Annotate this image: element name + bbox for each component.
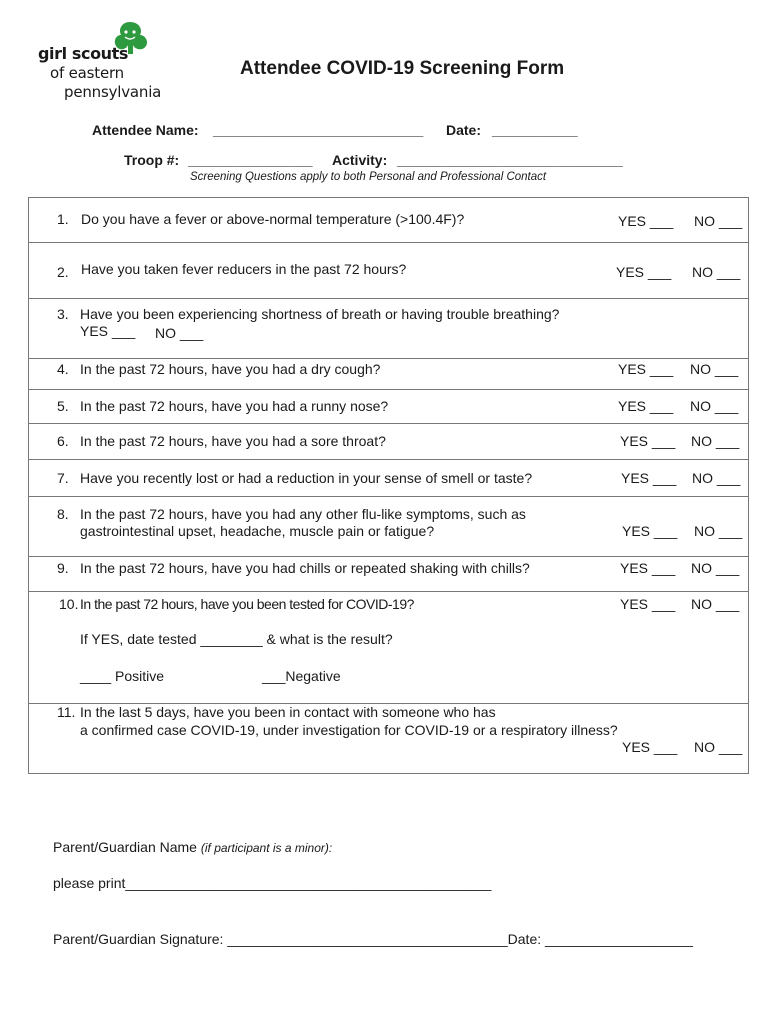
no-option[interactable]: NO ___ xyxy=(691,433,740,449)
no-option[interactable]: NO ___ xyxy=(691,560,740,576)
guardian-name-label-group xyxy=(53,839,332,855)
date-label: Date: xyxy=(446,122,482,138)
row-divider xyxy=(29,389,748,390)
screening-note: Screening Questions apply to both Personal and Professional Contact xyxy=(190,171,547,183)
form-title: Attendee COVID-19 Screening Form xyxy=(240,58,565,79)
question-text: In the last 5 days, have you been in contact with someone who has xyxy=(80,704,496,720)
logo-text-line-2: of eastern xyxy=(50,64,124,82)
question-number: 4. xyxy=(57,361,69,377)
print-name-group xyxy=(53,875,491,891)
question-text: Have you taken fever reducers in the past 72 hours? xyxy=(81,261,407,277)
question-number: 11. xyxy=(57,704,76,720)
signature-date-field[interactable]: ___________________ xyxy=(545,931,693,947)
no-option[interactable]: NO ___ xyxy=(694,213,743,229)
print-label: please print xyxy=(53,875,126,891)
yes-option[interactable]: YES ___ xyxy=(622,739,678,755)
yes-option[interactable]: YES ___ xyxy=(618,398,674,414)
attendee-name-field[interactable]: ___________________________ xyxy=(213,122,424,138)
yes-option[interactable]: YES ___ xyxy=(618,213,674,229)
signature-label: Parent/Guardian Signature: xyxy=(53,931,228,947)
attendee-name-label: Attendee Name: xyxy=(92,122,199,138)
yes-option[interactable]: YES ___ xyxy=(620,560,676,576)
logo-text-line-1: girl scouts xyxy=(38,44,129,63)
troop-label: Troop #: xyxy=(124,152,180,168)
question-text-line-2: a confirmed case COVID-19, under investigation for COVID-19 or a respiratory illness? xyxy=(80,722,618,738)
row-divider xyxy=(29,242,748,243)
guardian-name-note: (if participant is a minor) xyxy=(200,841,329,855)
signature-group xyxy=(53,931,693,947)
question-text: In the past 72 hours, have you been tested for COVID-19? xyxy=(80,596,414,612)
activity-label: Activity: xyxy=(332,152,388,168)
negative-option[interactable]: ___Negative xyxy=(262,668,341,684)
row-divider xyxy=(29,556,748,557)
no-option[interactable]: NO ___ xyxy=(690,398,739,414)
no-option[interactable]: NO ___ xyxy=(692,470,741,486)
row-divider xyxy=(29,459,748,460)
question-number: 8. xyxy=(57,506,69,522)
question-text: In the past 72 hours, have you had a sore throat? xyxy=(80,433,386,449)
no-option[interactable]: NO ___ xyxy=(694,739,743,755)
yes-option[interactable]: YES ___ xyxy=(620,433,676,449)
yes-option[interactable]: YES ___ xyxy=(616,264,672,280)
guardian-name-colon: : xyxy=(328,841,333,855)
question-text: Have you recently lost or had a reduction in your sense of smell or taste? xyxy=(80,470,533,486)
guardian-name-field[interactable]: _______________________________________________ xyxy=(125,875,492,891)
row-divider xyxy=(29,591,748,592)
question-number: 3. xyxy=(57,306,69,322)
logo-text-line-3: pennsylvania xyxy=(64,83,162,101)
question-number: 6. xyxy=(57,433,69,449)
question-number: 9. xyxy=(57,560,69,576)
activity-field[interactable]: _____________________________ xyxy=(397,152,623,168)
signature-date-label: Date: xyxy=(507,931,546,947)
row-divider xyxy=(29,298,748,299)
no-option[interactable]: NO ___ xyxy=(155,325,204,341)
signature-field[interactable]: ____________________________________ xyxy=(227,931,508,947)
yes-option[interactable]: YES ___ xyxy=(621,470,677,486)
question-number: 7. xyxy=(57,470,69,486)
date-tested-prompt: If YES, date tested ________ & what is the result? xyxy=(80,631,393,647)
yes-option[interactable]: YES ___ xyxy=(618,361,674,377)
question-text: Have you been experiencing shortness of breath or having trouble breathing? xyxy=(80,306,560,322)
date-field[interactable]: ___________ xyxy=(492,122,578,138)
no-option[interactable]: NO ___ xyxy=(692,264,741,280)
yes-option[interactable]: YES ___ xyxy=(622,523,678,539)
yes-option[interactable]: YES ___ xyxy=(80,323,136,339)
question-text: In the past 72 hours, have you had a runny nose? xyxy=(80,398,389,414)
question-text-line-2: gastrointestinal upset, headache, muscle pain or fatigue? xyxy=(80,523,435,539)
positive-option[interactable]: ____ Positive xyxy=(80,668,165,684)
row-divider xyxy=(29,496,748,497)
row-divider xyxy=(29,423,748,424)
row-divider xyxy=(29,358,748,359)
question-text: Do you have a fever or above-normal temperature (>100.4F)? xyxy=(81,211,465,227)
yes-option[interactable]: YES ___ xyxy=(620,596,676,612)
guardian-name-label: Parent/Guardian Name xyxy=(53,839,201,855)
question-number: 1. xyxy=(57,211,69,227)
screening-questions-table xyxy=(28,197,749,774)
question-text: In the past 72 hours, have you had a dry cough? xyxy=(80,361,381,377)
no-option[interactable]: NO ___ xyxy=(691,596,740,612)
girl-scouts-logo xyxy=(36,20,176,110)
question-number: 5. xyxy=(57,398,69,414)
no-option[interactable]: NO ___ xyxy=(690,361,739,377)
question-text: In the past 72 hours, have you had chills or repeated shaking with chills? xyxy=(80,560,530,576)
troop-field[interactable]: ________________ xyxy=(188,152,313,168)
question-number: 2. xyxy=(57,264,69,280)
no-option[interactable]: NO ___ xyxy=(694,523,743,539)
question-number: 10. xyxy=(59,596,79,612)
question-text: In the past 72 hours, have you had any other flu-like symptoms, such as xyxy=(80,506,526,522)
